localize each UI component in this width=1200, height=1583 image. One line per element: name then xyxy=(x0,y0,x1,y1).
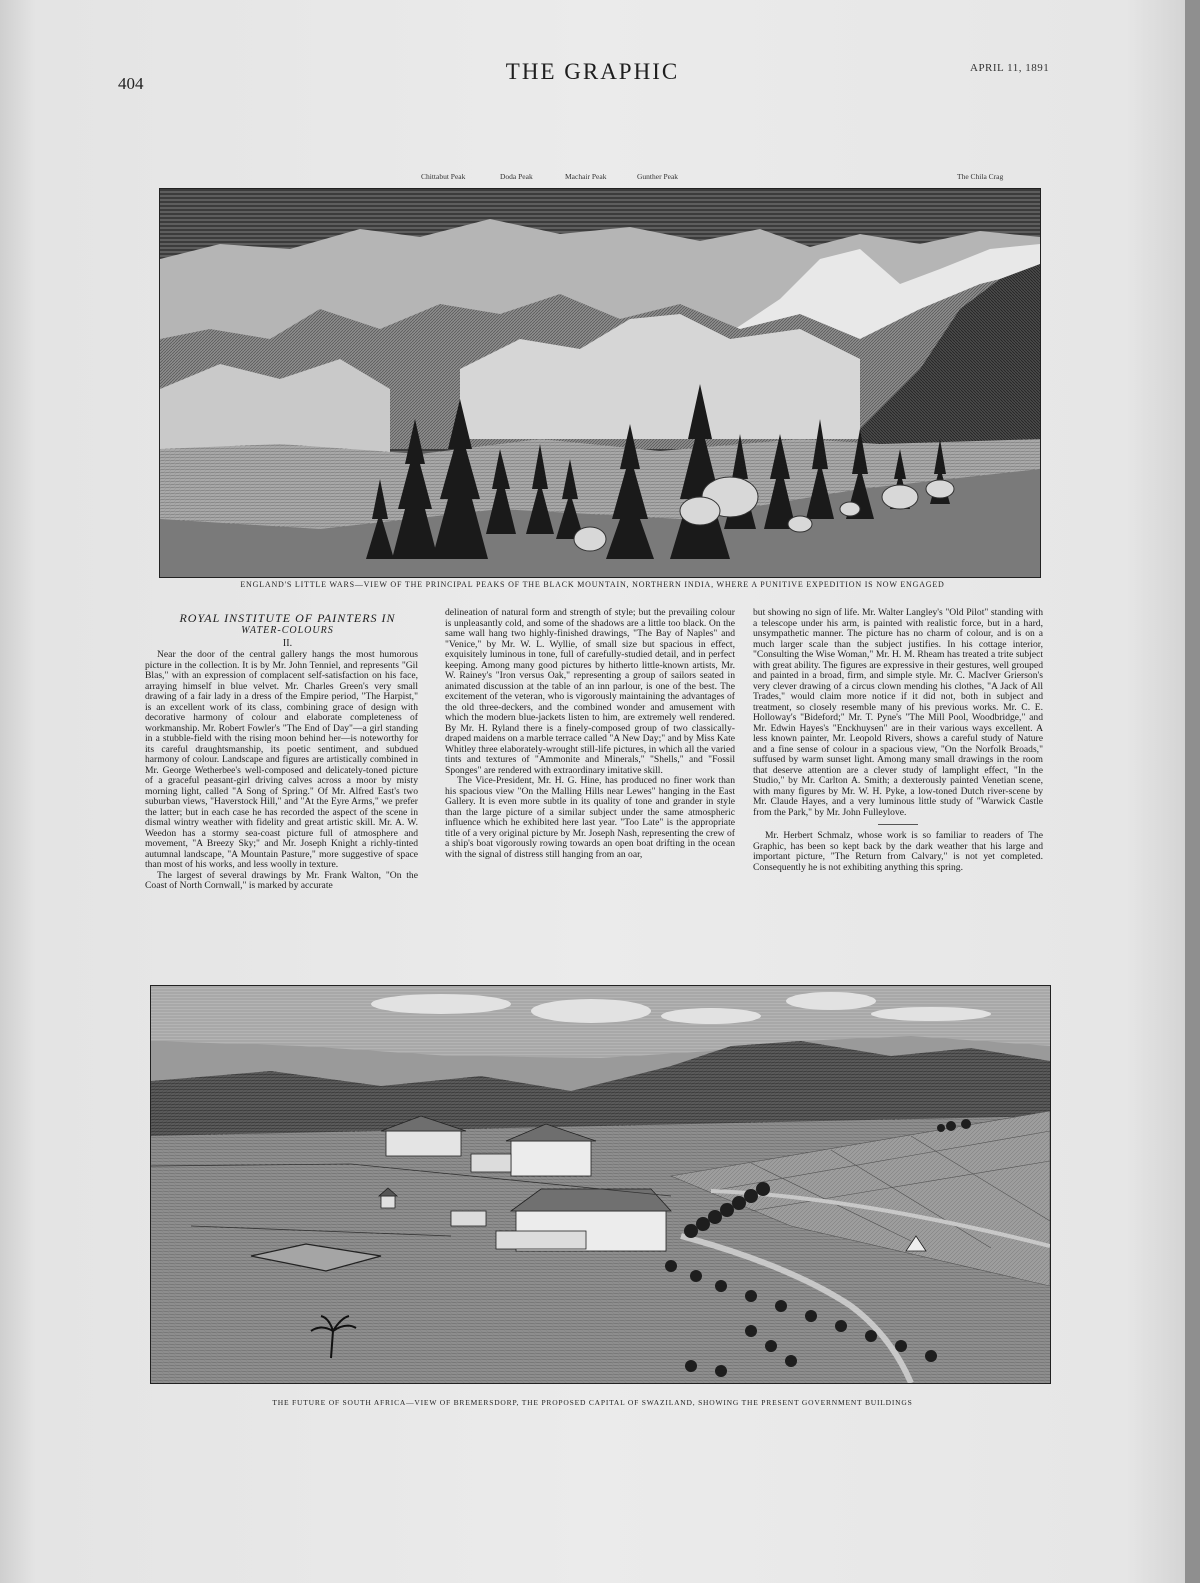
paragraph: The largest of several drawings by Mr. Frank Walton, "On the Coast of North Cornwall," is marked by accurate xyxy=(145,869,418,891)
peak-label-machair: Machair Peak xyxy=(565,172,607,181)
bottom-figure-caption: THE FUTURE OF SOUTH AFRICA—VIEW OF BREMERSDORP, THE PROPOSED CAPITAL OF SWAZILAND, SHOWING THE PRESENT GOVERNMENT BUILDINGS xyxy=(272,1398,913,1407)
paragraph: The Vice-President, Mr. H. G. Hine, has produced no finer work than his spacious view "On the Malling Hills near Lewes" hanging in the East Gallery. It is even more subtle in its quality of tone and grander in style than the large picture of a similar subject under the same atmospheric influence which he exhibited here last year. "Too Late" is the appropriate title of a very original picture by Mr. Joseph Nash, representing the crew of a ship's boat vigorously rowing towards an open boat drifting in the ocean with the signal of distress still hanging from an oar, xyxy=(445,775,735,860)
article-title: ROYAL INSTITUTE OF PAINTERS IN xyxy=(179,611,396,625)
paragraph: Near the door of the central gallery hangs the most humorous picture in the collection. It is by Mr. John Tenniel, and represents "Gil Blas," with an expression of complacent self-satisfaction on his face, arraying himself in blue velvet. Mr. Charles Green's very small drawing of a fair lady in a dress of the Empire period, "The Harpist," is an excellent work of its class, combining grace of design with decorative harmony of colour and elaborate completeness of workmanship. Mr. Robert Fowler's "The End of Day"—a girl standing in a stubble-field with the rising moon behind her—is noteworthy for its careful draughtsmanship, its poetic sentiment, and subdued harmony of colour. Landscape and figures are artistically combined in Mr. George Wetherbee's well-composed and delicately-toned picture of a graceful peasant-girl driving calves across a moor by misty morning light, called "A Song of Spring." Of Mr. Alfred East's two suburban views, "Haverstock Hill," and "At the Eyre Arms," we prefer the latter; but in each case he has recorded the aspect of the scene in dismal wintry weather with fidelity and great artistic skill. Mr. A. W. Weedon has a stormy sea-coast picture full of atmosphere and movement, "A Breezy Sky;" and Mr. Joseph Knight a richly-tinted autumnal landscape, "A Mountain Pasture," more suggestive of space than most of his works, and less woolly in texture. xyxy=(145,649,418,870)
peak-label-doda: Doda Peak xyxy=(500,172,533,181)
page-number: 404 xyxy=(118,74,144,93)
article-part-number: II. xyxy=(282,638,293,649)
top-figure-caption: ENGLAND'S LITTLE WARS—VIEW OF THE PRINCIPAL PEAKS OF THE BLACK MOUNTAIN, NORTHERN INDIA, WHERE A PUNITIVE EXPEDITION IS NOW ENGAGED xyxy=(240,580,945,589)
peak-label-chila-crag: The Chila Crag xyxy=(957,172,1004,181)
article-column-1 xyxy=(145,612,418,892)
paragraph: delineation of natural form and strength of style; but the prevailing colour is unpleasantly cold, and some of the shadows are a little too black. On the same wall hang two highly-finished drawings, "The Bay of Naples" and "Venice," by Mr. W. L. Wyllie, of small size but spacious in effect, exquisitely luminous in tone, full of carefully-studied detail, and in perfect keeping. Among many good pictures by hitherto little-known artists, Mr. W. Rainey's "Iron versus Oak," representing a group of sailors seated in animated discussion at the table of an inn parlour, is one of the best. The excitement of the veteran, who is vigorously maintaining the advantages of the old three-deckers, and the combined wonder and amusement with which the modern blue-jackets listen to him, are extremely well rendered. By Mr. H. Ryland there is a finely-composed group of two classically-draped maidens on a marble terrace called "A New Day;" and by Miss Kate Whitley three elaborately-wrought still-life pictures, in which all the varied tints and textures of "Ammonite and Minerals," "Shells," and "Fossil Sponges" are rendered with extraordinary imitative skill. xyxy=(445,607,735,776)
section-rule xyxy=(878,824,918,825)
mountain-engraving xyxy=(159,188,1041,578)
article-column-3 xyxy=(753,608,1043,873)
bremersdorp-engraving xyxy=(150,985,1051,1384)
peak-label-gunther: Gunther Peak xyxy=(637,172,679,181)
article-column-2 xyxy=(445,608,735,860)
issue-date: APRIL 11, 1891 xyxy=(970,62,1050,74)
schmalz-note: Mr. Herbert Schmalz, whose work is so familiar to readers of The Graphic, has been so kept back by the dark weather that his large and important picture, "The Return from Calvary," is not yet completed. Consequently he is not exhibiting anything this spring. xyxy=(753,830,1043,873)
peak-label-chittabut: Chittabut Peak xyxy=(421,172,466,181)
article-subtitle: WATER-COLOURS xyxy=(241,625,334,636)
paragraph: but showing no sign of life. Mr. Walter Langley's "Old Pilot" standing with a telescope under his arm, is painted with realistic force, but in a hard, unsympathetic manner. The picture has no charm of colour, and is on a much larger scale than the subject justifies. In his cottage interior, "Consulting the Wise Woman," Mr. H. M. Rheam has treated a trite subject with great ability. The figures are expressive in their gestures, well grouped and painted in a broad, firm, and simple style. Mr. C. MacIver Grierson's very clever drawing of a circus clown mending his clothes, "A Jack of All Trades," would claim more notice if it did not, both in subject and treatment, so closely resemble many of his previous works. Mr. C. E. Holloway's "Bideford;" Mr. T. Pyne's "The Mill Pool, Woodbridge," and Mr. Edwin Hayes's "Enckhuysen" are in their various ways excellent. A less known painter, Mr. Leopold Rivers, shows a careful study of Nature and a fine sense of colour in a spacious view, "On the Norfolk Broads," suffused by warm sunset light. Among many small drawings in the room that deserve attention are a clever study of lamplight effect, "In the Studio," by Mr. Carlton A. Smith; a dexterously painted Venetian scene, with many figures by Mr. W. H. Pyke, a low-toned Dutch river-scene by Mr. Claude Hayes, and a very luminous little study of "Warwick Castle from the Park," by Mr. John Fulleylove. xyxy=(753,607,1043,818)
masthead: THE GRAPHIC xyxy=(505,59,680,84)
